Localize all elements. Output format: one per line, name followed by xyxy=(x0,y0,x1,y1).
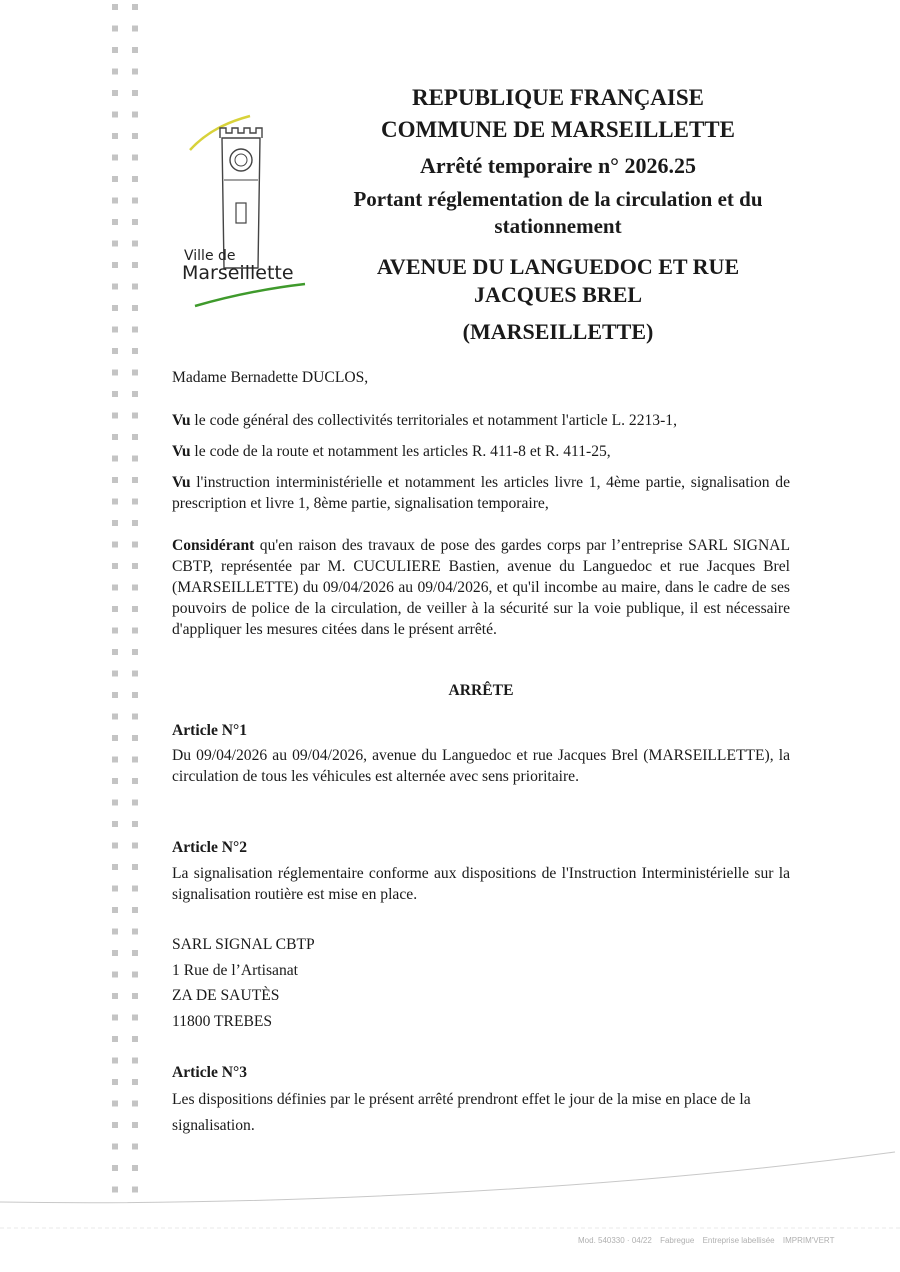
margin-dot xyxy=(112,950,118,956)
margin-dot xyxy=(132,26,138,32)
vu-label: Vu xyxy=(172,474,191,491)
margin-dot xyxy=(132,413,138,419)
margin-dot xyxy=(112,778,118,784)
margin-dot xyxy=(112,800,118,806)
margin-dot xyxy=(132,90,138,96)
article-1-title: Article N°1 xyxy=(172,722,248,739)
margin-dot xyxy=(112,4,118,10)
entreprise-zone: ZA DE SAUTÈS xyxy=(172,987,280,1004)
margin-dot xyxy=(112,133,118,139)
margin-dot xyxy=(132,1015,138,1021)
margin-dot xyxy=(132,800,138,806)
margin-dot xyxy=(112,477,118,483)
margin-dot xyxy=(132,1058,138,1064)
margin-dot xyxy=(132,563,138,569)
margin-dot xyxy=(132,692,138,698)
margin-dot xyxy=(112,198,118,204)
margin-dot xyxy=(112,542,118,548)
margin-dot xyxy=(132,757,138,763)
margin-dot xyxy=(132,1036,138,1042)
margin-dot xyxy=(132,370,138,376)
margin-dot xyxy=(132,155,138,161)
margin-dot xyxy=(112,499,118,505)
vu-text: le code général des collectivités territoriales et notamment l'article L. 2213-1, xyxy=(190,412,677,429)
margin-dot xyxy=(112,1079,118,1085)
margin-dot xyxy=(112,391,118,397)
margin-dot xyxy=(132,133,138,139)
margin-dot xyxy=(132,907,138,913)
margin-dot xyxy=(112,585,118,591)
margin-dot xyxy=(132,434,138,440)
margin-dot xyxy=(112,176,118,182)
margin-dot xyxy=(132,585,138,591)
margin-dot xyxy=(112,907,118,913)
margin-dot xyxy=(132,47,138,53)
margin-dot xyxy=(112,241,118,247)
margin-dot xyxy=(112,563,118,569)
margin-dot xyxy=(112,821,118,827)
article-3-text: Les dispositions définies par le présent arrêté prendront effet le jour de la mise en place de la signalisation. xyxy=(172,1091,751,1134)
margin-dot xyxy=(112,434,118,440)
margin-dot xyxy=(132,499,138,505)
punch-dots-margin xyxy=(110,2,146,1202)
margin-dot xyxy=(112,456,118,462)
margin-dot xyxy=(132,1144,138,1150)
logo-text-marseillette: Marseillette xyxy=(182,262,294,284)
margin-dot xyxy=(112,671,118,677)
vu-1 xyxy=(172,410,790,431)
margin-dot xyxy=(132,843,138,849)
margin-dot xyxy=(112,692,118,698)
vu-text: le code de la route et notamment les articles R. 411-8 et R. 411-25, xyxy=(190,443,611,460)
margin-dot xyxy=(112,1144,118,1150)
margin-dot xyxy=(132,391,138,397)
margin-dot xyxy=(112,262,118,268)
margin-dot xyxy=(112,1122,118,1128)
vu-label: Vu xyxy=(172,443,191,460)
margin-dot xyxy=(132,456,138,462)
margin-dot xyxy=(112,370,118,376)
arrete-heading: ARRÊTE xyxy=(448,682,514,699)
entreprise-city: 11800 TREBES xyxy=(172,1013,273,1030)
margin-dot xyxy=(112,993,118,999)
vu-label: Vu xyxy=(172,412,191,429)
margin-dot xyxy=(112,112,118,118)
margin-dot xyxy=(132,714,138,720)
vu-text: l'instruction interministérielle et notamment les articles livre 1, 4ème partie, signalisation de prescription et livre 1, 8ème partie, signalisation temporaire, xyxy=(172,474,790,512)
margin-dot xyxy=(132,972,138,978)
margin-dot xyxy=(112,69,118,75)
margin-dot xyxy=(112,886,118,892)
arrete-title: Arrêté temporaire n° 2026.25 xyxy=(420,153,696,178)
arrete-subject: Portant réglementation de la circulation et du stationnement xyxy=(353,187,763,238)
signataire: Madame Bernadette DUCLOS, xyxy=(172,369,369,386)
margin-dot xyxy=(132,628,138,634)
margin-dot xyxy=(112,348,118,354)
margin-dot xyxy=(132,649,138,655)
margin-dot xyxy=(132,219,138,225)
footer-badge: IMPRIM'VERT xyxy=(782,1236,835,1245)
header-republique: REPUBLIQUE FRANÇAISE xyxy=(411,85,704,110)
margin-dot xyxy=(132,198,138,204)
margin-dot xyxy=(132,241,138,247)
article-1-text: Du 09/04/2026 au 09/04/2026, avenue du Languedoc et rue Jacques Brel (MARSEILLETTE), la circulation de tous les véhicules est alternée avec sens prioritaire. xyxy=(172,747,790,785)
margin-dot xyxy=(132,176,138,182)
margin-dot xyxy=(112,606,118,612)
arrete-road: AVENUE DU LANGUEDOC ET RUE JACQUES BREL xyxy=(376,254,740,307)
margin-dot xyxy=(132,477,138,483)
footer-mod: Mod. 540330 · 04/22 xyxy=(578,1236,652,1245)
margin-dot xyxy=(132,864,138,870)
margin-dot xyxy=(132,327,138,333)
margin-dot xyxy=(112,628,118,634)
article-3-title: Article N°3 xyxy=(172,1064,248,1081)
margin-dot xyxy=(112,219,118,225)
margin-dot xyxy=(112,327,118,333)
margin-dot xyxy=(132,520,138,526)
margin-dot xyxy=(112,47,118,53)
margin-dot xyxy=(132,1101,138,1107)
margin-dot xyxy=(132,262,138,268)
margin-dot xyxy=(132,4,138,10)
margin-dot xyxy=(112,929,118,935)
margin-dot xyxy=(112,1058,118,1064)
margin-dot xyxy=(132,1079,138,1085)
margin-dot xyxy=(112,864,118,870)
margin-dot xyxy=(112,1036,118,1042)
vu-3 xyxy=(172,472,790,514)
margin-dot xyxy=(112,735,118,741)
margin-dot xyxy=(132,69,138,75)
entreprise-name: SARL SIGNAL CBTP xyxy=(172,936,315,953)
printer-footer xyxy=(578,1236,840,1245)
header-commune: COMMUNE DE MARSEILLETTE xyxy=(381,117,735,142)
margin-dot xyxy=(112,714,118,720)
margin-dot xyxy=(112,90,118,96)
margin-dot xyxy=(132,348,138,354)
margin-dot xyxy=(132,886,138,892)
article-2-title: Article N°2 xyxy=(172,839,248,856)
footer-printer: Fabregue xyxy=(660,1236,695,1245)
margin-dot xyxy=(132,735,138,741)
margin-dot xyxy=(132,606,138,612)
considerant-text: qu'en raison des travaux de pose des gardes corps par l’entreprise SARL SIGNAL CBTP, représentée par M. CUCULIERE Bastien, avenue du Languedoc et rue Jacques Brel (MARSEILLETTE) du 09/04/2026 au 09/04/2026, et qu'il incombe au maire, dans le cadre de ses pouvoirs de police de la circulation, de veiller à la sécurité sur la voie publique, il est nécessaire d'appliquer les mesures citées dans le présent arrêté. xyxy=(172,537,790,638)
margin-dot xyxy=(112,649,118,655)
margin-dot xyxy=(112,1101,118,1107)
margin-dot xyxy=(112,843,118,849)
margin-dot xyxy=(132,542,138,548)
considerant-paragraph xyxy=(172,535,790,640)
margin-dot xyxy=(112,155,118,161)
margin-dot xyxy=(132,821,138,827)
margin-dot xyxy=(112,757,118,763)
margin-dot xyxy=(132,950,138,956)
logo-text-ville-de: Ville de xyxy=(184,248,236,264)
margin-dot xyxy=(112,284,118,290)
article-2-text: La signalisation réglementaire conforme aux dispositions de l'Instruction Interministérielle sur la signalisation routière est mise en place. xyxy=(172,865,790,903)
margin-dot xyxy=(132,778,138,784)
footer-curve-line xyxy=(0,1150,900,1230)
entreprise-street: 1 Rue de l’Artisanat xyxy=(172,962,299,979)
margin-dot xyxy=(132,112,138,118)
margin-dot xyxy=(132,305,138,311)
arrete-location: (MARSEILLETTE) xyxy=(462,319,654,344)
margin-dot xyxy=(112,413,118,419)
vu-2 xyxy=(172,441,790,462)
margin-dot xyxy=(112,972,118,978)
considerant-label: Considérant xyxy=(172,537,255,554)
footer-label: Entreprise labellisée xyxy=(702,1236,775,1245)
margin-dot xyxy=(132,284,138,290)
margin-dot xyxy=(132,671,138,677)
margin-dot xyxy=(112,305,118,311)
margin-dot xyxy=(132,1122,138,1128)
margin-dot xyxy=(112,520,118,526)
margin-dot xyxy=(112,26,118,32)
margin-dot xyxy=(132,993,138,999)
margin-dot xyxy=(132,929,138,935)
margin-dot xyxy=(112,1015,118,1021)
